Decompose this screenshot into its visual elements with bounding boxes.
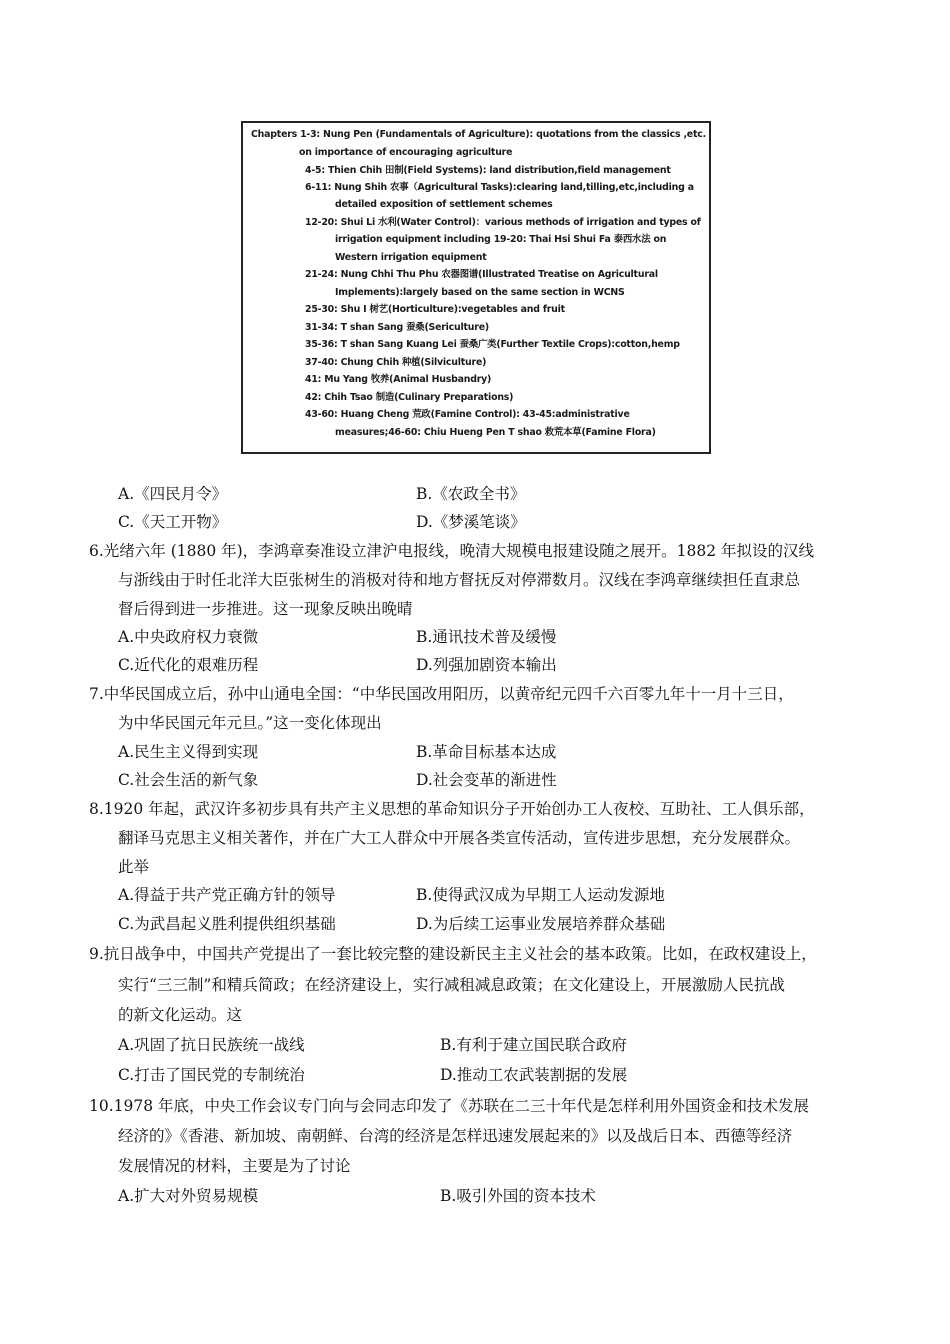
q8-option-b[interactable]: B.使得武汉成为早期工人运动发源地	[416, 886, 665, 904]
q8-option-a[interactable]: A.得益于共产党正确方针的领导	[118, 886, 336, 904]
figure-line: 41: Mu Yang 牧养(Animal Husbandry)	[305, 374, 492, 385]
q8-stem-line: 此举	[118, 858, 150, 876]
q5-option-d[interactable]: D.《梦溪笔谈》	[416, 513, 526, 531]
figure-line: 31-34: T shan Sang 蚕桑(Sericulture)	[305, 322, 489, 333]
q7-option-b[interactable]: B.革命目标基本达成	[416, 743, 557, 761]
figure-line: 4-5: Thien Chih 田制(Field Systems): land distribution,field management	[305, 165, 671, 176]
q10-option-a[interactable]: A.扩大对外贸易规模	[118, 1187, 259, 1205]
q6-stem-line: 与浙线由于时任北洋大臣张树生的消极对待和地方督抚反对停滞数月。汉线在李鸿章继续担任直隶总	[118, 571, 801, 589]
figure-line: irrigation equipment including 19-20: Thai Hsi Shui Fa 泰西水法 on	[335, 234, 667, 245]
figure-line: 12-20: Shui Li 水利(Water Control)：various methods of irrigation and types of	[305, 217, 701, 228]
chapter-listing-figure	[241, 121, 711, 454]
figure-line: on importance of encouraging agriculture	[299, 147, 513, 158]
q8-option-d[interactable]: D.为后续工运事业发展培养群众基础	[416, 915, 666, 933]
figure-line: 25-30: Shu I 树艺(Horticulture):vegetables and fruit	[305, 304, 565, 315]
figure-line: detailed exposition of settlement schemes	[335, 199, 553, 210]
q7-option-c[interactable]: C.社会生活的新气象	[118, 771, 259, 789]
figure-line: 6-11: Nung Shih 农事（Agricultural Tasks):clearing land,tilling,etc,including a	[305, 182, 694, 193]
q7-stem-line: 为中华民国元年元旦。”这一变化体现出	[118, 714, 382, 732]
q7-option-a[interactable]: A.民生主义得到实现	[118, 743, 259, 761]
q6-stem-line: 6.光绪六年 (1880 年)，李鸿章奏准设立津沪电报线，晚清大规模电报建设随之展开。1882 年拟设的汉线	[89, 542, 815, 560]
q8-option-c[interactable]: C.为武昌起义胜利提供组织基础	[118, 915, 336, 933]
q9-option-a[interactable]: A.巩固了抗日民族统一战线	[118, 1036, 305, 1054]
q7-option-d[interactable]: D.社会变革的渐进性	[416, 771, 557, 789]
figure-line: Western irrigation equipment	[335, 252, 487, 263]
q6-option-b[interactable]: B.通讯技术普及缓慢	[416, 628, 557, 646]
q10-stem-line: 经济的》《香港、新加坡、南朝鲜、台湾的经济是怎样迅速发展起来的》以及战后日本、西德等经济	[118, 1127, 793, 1145]
q8-stem-line: 8.1920 年起，武汉许多初步具有共产主义思想的革命知识分子开始创办工人夜校、互助社、工人俱乐部，	[89, 800, 815, 818]
q6-option-a[interactable]: A.中央政府权力衰微	[118, 628, 259, 646]
q9-stem-line: 的新文化运动。这	[118, 1006, 243, 1024]
figure-line: Implements):largely based on the same section in WCNS	[335, 287, 625, 298]
figure-line: 42: Chih Tsao 制造(Culinary Preparations)	[305, 392, 514, 403]
q7-stem-line: 7.中华民国成立后，孙中山通电全国：“中华民国改用阳历，以黄帝纪元四千六百零九年十一月十三日，	[89, 685, 794, 703]
figure-line: Chapters 1-3: Nung Pen (Fundamentals of Agriculture): quotations from the classics ,etc.	[251, 129, 706, 140]
q9-option-c[interactable]: C.打击了国民党的专制统治	[118, 1066, 305, 1084]
q10-option-b[interactable]: B.吸引外国的资本技术	[440, 1187, 596, 1205]
q10-stem-line: 发展情况的材料，主要是为了讨论	[118, 1157, 351, 1175]
figure-line: 37-40: Chung Chih 种植(Silviculture)	[305, 357, 487, 368]
q10-stem-line: 10.1978 年底，中央工作会议专门向与会同志印发了《苏联在二三十年代是怎样利用外国资金和技术发展	[89, 1097, 810, 1115]
figure-line: 43-60: Huang Cheng 荒政(Famine Control): 43-45:administrative	[305, 409, 630, 420]
q6-option-c[interactable]: C.近代化的艰难历程	[118, 656, 259, 674]
figure-line: 35-36: T shan Sang Kuang Lei 蚕桑广类(Further Textile Crops):cotton,hemp	[305, 339, 680, 350]
q6-stem-line: 督后得到进一步推进。这一现象反映出晚晴	[118, 600, 413, 618]
figure-line: measures;46-60: Chiu Hueng Pen T shao 救荒本草(Famine Flora)	[335, 427, 656, 438]
q9-stem-line: 9.抗日战争中，中国共产党提出了一套比较完整的建设新民主主义社会的基本政策。比如，在政权建设上，	[89, 945, 817, 963]
q9-stem-line: 实行“三三制”和精兵简政；在经济建设上，实行减租减息政策；在文化建设上，开展激励人民抗战	[118, 976, 785, 994]
q5-option-b[interactable]: B.《农政全书》	[416, 485, 526, 503]
q5-option-a[interactable]: A.《四民月令》	[118, 485, 228, 503]
q9-option-b[interactable]: B.有利于建立国民联合政府	[440, 1036, 627, 1054]
figure-line: 21-24: Nung Chhi Thu Phu 农器图谱(Illustrated Treatise on Agricultural	[305, 269, 658, 280]
q5-option-c[interactable]: C.《天工开物》	[118, 513, 228, 531]
q8-stem-line: 翻译马克思主义相关著作，并在广大工人群众中开展各类宣传活动，宣传进步思想，充分发展群众。	[118, 829, 801, 847]
q9-option-d[interactable]: D.推动工农武装割据的发展	[440, 1066, 628, 1084]
q6-option-d[interactable]: D.列强加剧资本输出	[416, 656, 557, 674]
